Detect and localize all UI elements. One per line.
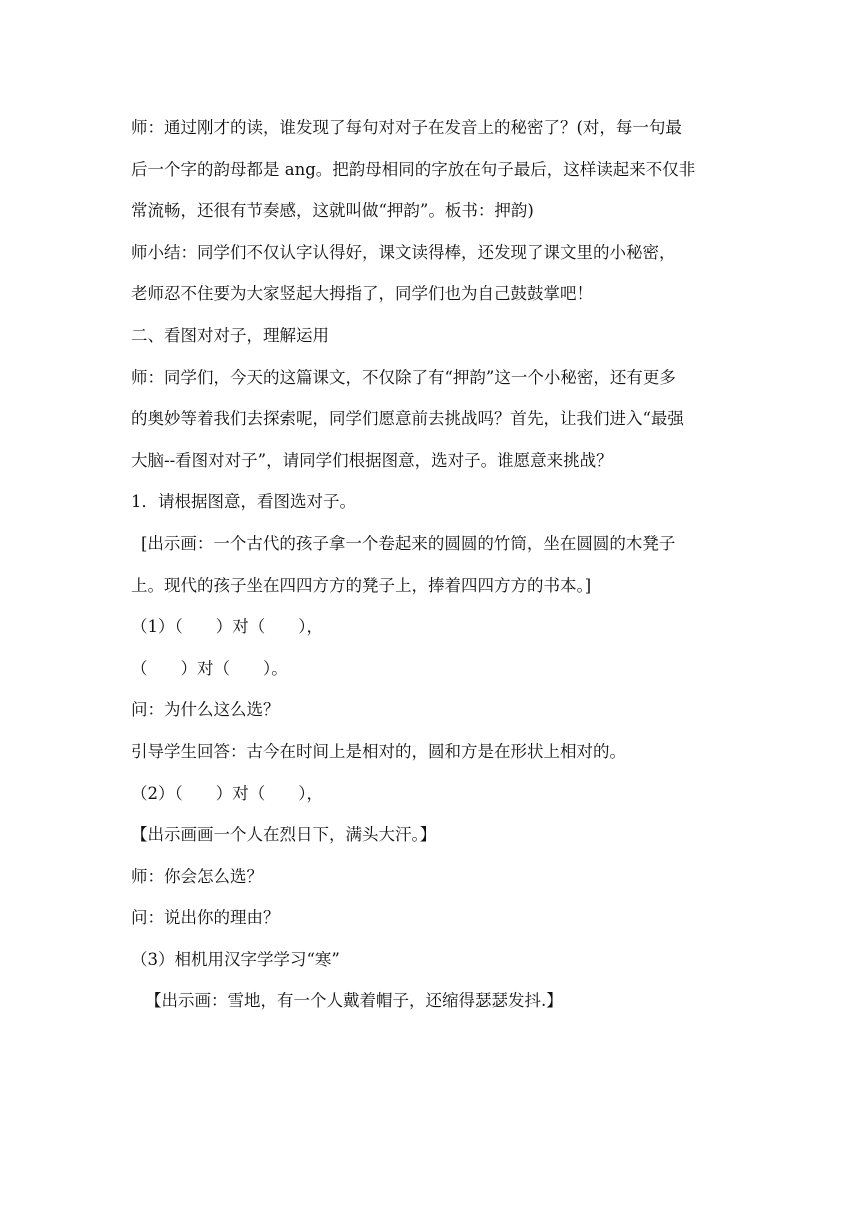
picture-description: 【出示画画一个人在烈日下，满头大汗。】 [131, 825, 437, 845]
paragraph-line: 大脑--看图对对子”，请同学们根据图意，选对子。谁愿意来挑战？ [131, 450, 613, 470]
paragraph-line: 的奥妙等着我们去探索呢，同学们愿意前去挑战吗？首先，让我们进入“最强 [131, 409, 684, 429]
section-heading: 二、看图对对子，理解运用 [131, 325, 329, 345]
exercise-blank: （2）（ ）对（ ）， [131, 783, 323, 803]
exercise-blank: （ ）对（ ）。 [131, 658, 288, 678]
paragraph-line: 师小结：同学们不仅认字认得好，课文读得棒，还发现了课文里的小秘密， [131, 242, 676, 262]
picture-description: 上。现代的孩子坐在四四方方的凳子上，捧着四四方方的书本。] [131, 575, 592, 595]
picture-description: [出示画：一个古代的孩子拿一个卷起来的圆圆的竹筒，坐在圆圆的木凳子 [141, 533, 676, 553]
paragraph-line: 师：通过刚才的读，谁发现了每句对对子在发音上的秘密了？(对，每一句最 [131, 118, 682, 137]
picture-description: 【出示画：雪地，有一个人戴着帽子，还缩得瑟瑟发抖.】 [145, 991, 563, 1011]
numbered-item: （3）相机用汉字学学习“寒” [131, 949, 340, 969]
answer-guidance: 引导学生回答：古今在时间上是相对的，圆和方是在形状上相对的。 [131, 741, 626, 761]
question-line: 问：为什么这么选？ [131, 700, 280, 720]
paragraph-line: 常流畅，还很有节奏感，这就叫做“押韵”。板书：押韵) [131, 201, 534, 221]
paragraph-line: 老师忍不住要为大家竖起大拇指了，同学们也为自己鼓鼓掌吧！ [131, 284, 593, 304]
numbered-item: 1．请根据图意，看图选对子。 [131, 492, 356, 512]
paragraph-line: 师：同学们，今天的这篇课文，不仅除了有“押韵”这一个小秘密，还有更多 [131, 367, 676, 387]
document-body [131, 113, 731, 1028]
exercise-blank: （1）（ ）对（ ）， [131, 617, 323, 637]
paragraph-line: 后一个字的韵母都是 ang。把韵母相同的字放在句子最后，这样读起来不仅非 [131, 159, 696, 179]
question-line: 问：说出你的理由？ [131, 908, 280, 928]
question-line: 师：你会怎么选？ [131, 866, 263, 886]
